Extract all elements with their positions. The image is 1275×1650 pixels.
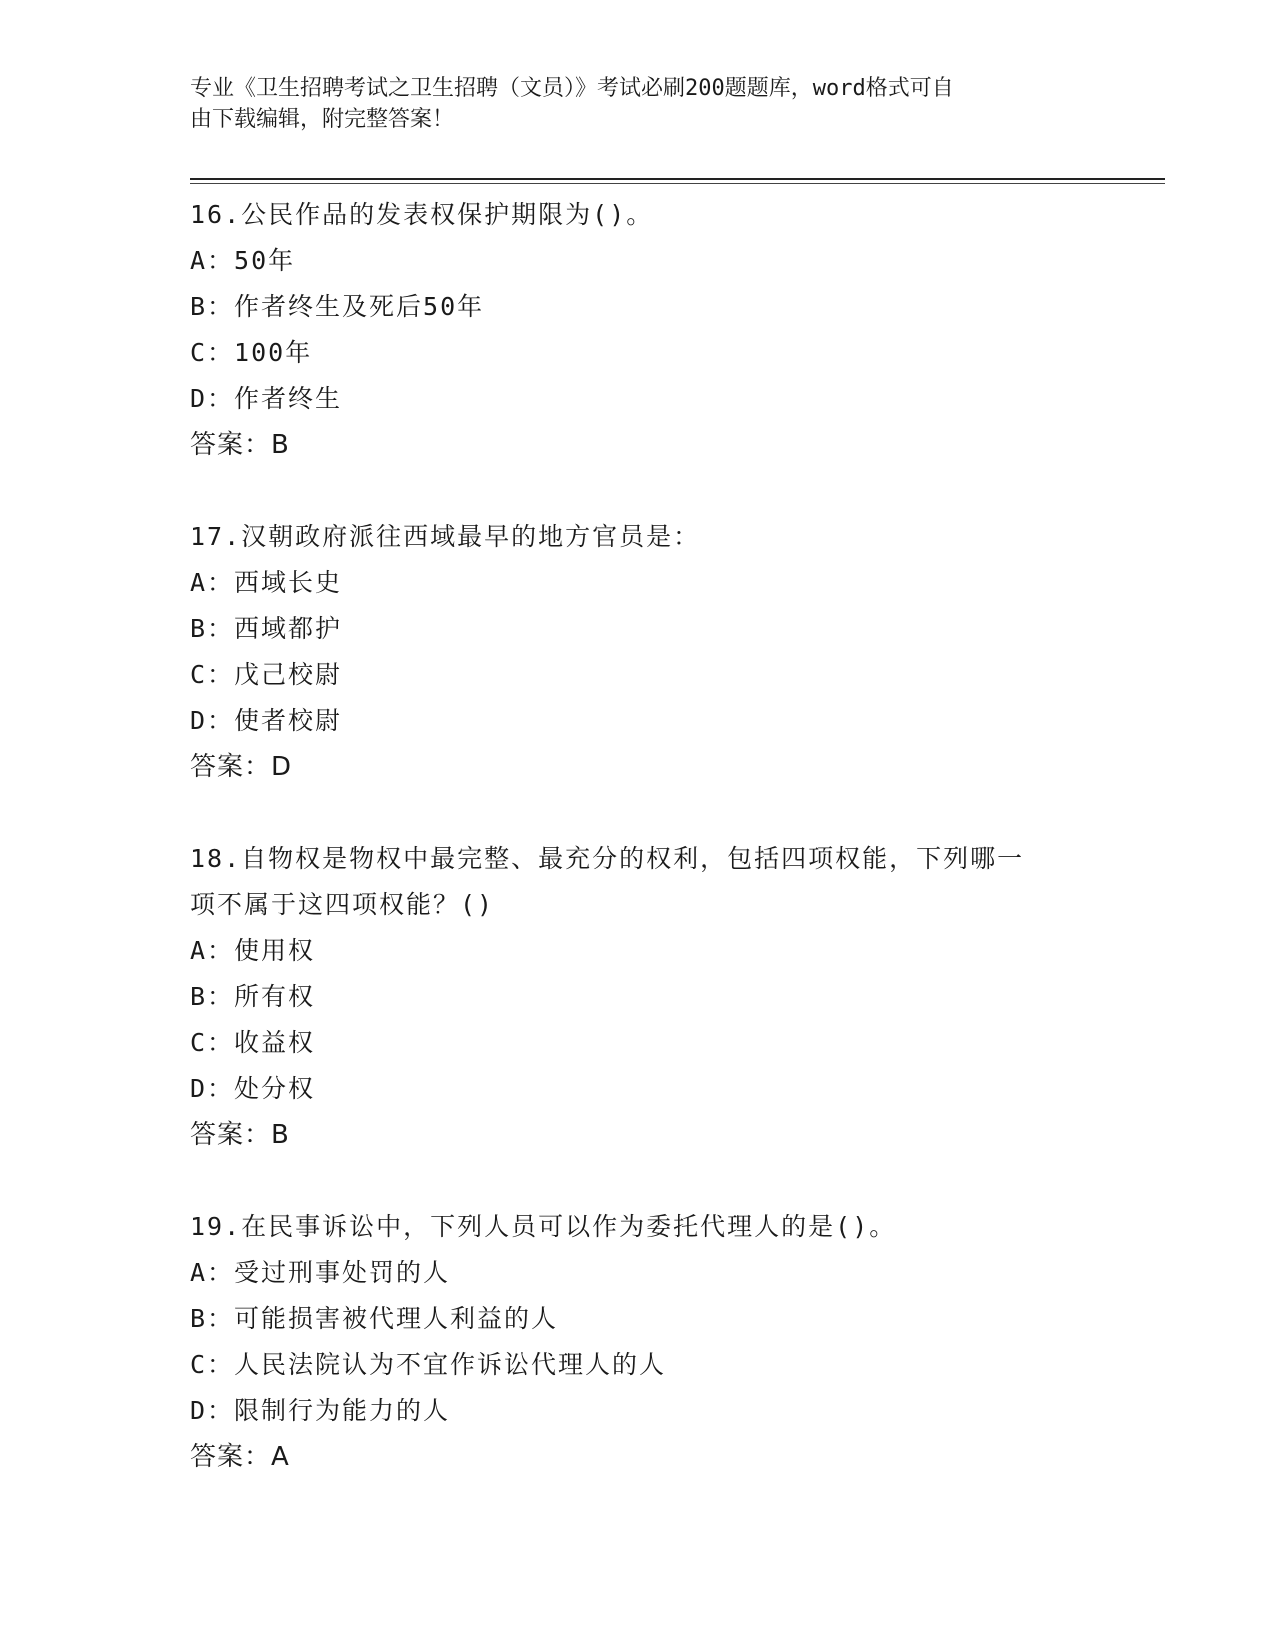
question-stem: 18.自物权是物权中最完整、最充分的权利，包括四项权能，下列哪一: [190, 844, 1025, 873]
header-line-1: 专业《卫生招聘考试之卫生招聘（文员）》考试必刷200题题库，word格式可自: [190, 76, 954, 101]
option-b: B：作者终生及死后50年: [190, 292, 485, 321]
document-header: [190, 73, 1090, 135]
option-d: D：作者终生: [190, 384, 343, 413]
header-line-2: 由下载编辑，附完整答案！: [190, 107, 455, 132]
answer-line: 答案：D: [190, 752, 293, 782]
option-a: A：使用权: [190, 936, 316, 965]
spacer: [190, 1158, 1090, 1204]
option-a: A：西域长史: [190, 568, 343, 597]
question-stem: 17.汉朝政府派往西域最早的地方官员是：: [190, 522, 701, 551]
question-16: [190, 192, 1090, 514]
option-b: B：所有权: [190, 982, 316, 1011]
option-d: D：处分权: [190, 1074, 316, 1103]
question-stem: 16.公民作品的发表权保护期限为()。: [190, 200, 654, 229]
question-17: [190, 514, 1090, 836]
option-b: B：西域都护: [190, 614, 343, 643]
answer-line: 答案：A: [190, 1442, 290, 1472]
option-c: C：人民法院认为不宜作诉讼代理人的人: [190, 1350, 667, 1379]
option-c: C：收益权: [190, 1028, 316, 1057]
answer-line: 答案：B: [190, 1120, 290, 1150]
spacer: [190, 468, 1090, 514]
option-c: C：100年: [190, 338, 313, 367]
option-a: A：受过刑事处罚的人: [190, 1258, 451, 1287]
spacer: [190, 790, 1090, 836]
option-d: D：使者校尉: [190, 706, 343, 735]
option-a: A：50年: [190, 246, 296, 275]
header-divider-thick: [190, 178, 1165, 180]
question-19: [190, 1204, 1090, 1480]
question-18: [190, 836, 1090, 1204]
answer-line: 答案：B: [190, 430, 290, 460]
question-stem-continued: 项不属于这四项权能？(): [190, 890, 495, 919]
option-b: B：可能损害被代理人利益的人: [190, 1304, 559, 1333]
option-d: D：限制行为能力的人: [190, 1396, 451, 1425]
question-list: [190, 192, 1090, 1480]
option-c: C：戊己校尉: [190, 660, 343, 689]
question-stem: 19.在民事诉讼中，下列人员可以作为委托代理人的是()。: [190, 1212, 897, 1241]
header-divider-thin: [190, 183, 1165, 184]
